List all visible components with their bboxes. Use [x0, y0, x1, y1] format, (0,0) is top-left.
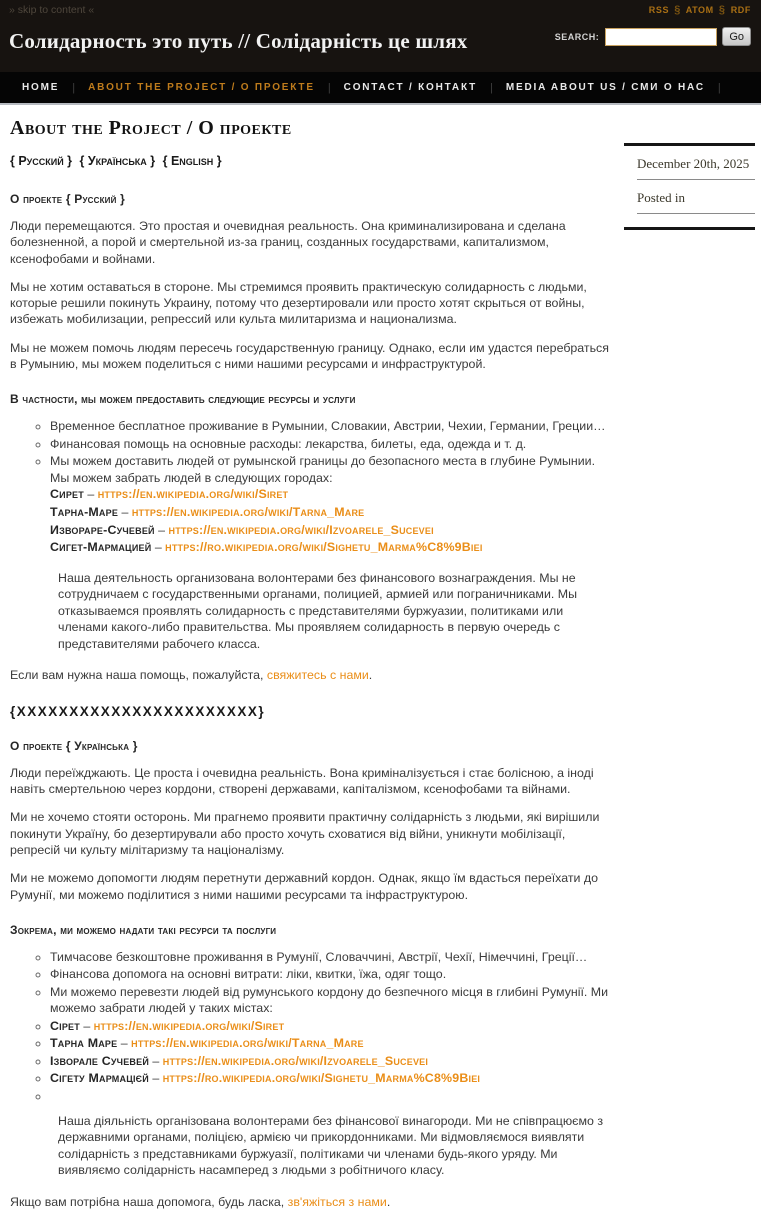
city-link-row — [50, 1053, 616, 1070]
article — [10, 115, 616, 1210]
sidebar — [624, 143, 755, 1210]
city-link-row — [50, 504, 616, 522]
uk-volunteers-paragraph: Наша діяльність організована волонтерами без фінансової винагороди. Ми не співпрацюємо з державними органами, поліцією, армією чи прикордонниками. Ми відмовляємося виявляти солідарність з представниками буржуазії, політиками чи членами будь-якого уряду. Ми виявляємо солідарність насамперед з людьми з робітничого класу. — [58, 1113, 603, 1178]
nav-divider: | — [717, 81, 721, 94]
empty-list-item — [50, 1088, 616, 1100]
dash: – — [79, 1018, 94, 1033]
uk-services-heading-text: Зокрема, ми можемо надати такі ресурси та послуги — [10, 922, 277, 937]
site-header — [0, 0, 761, 72]
list-item: ◦ Ми можемо перевезти людей від румунського кордону до безпечного місця в глибині Румунії. Ми можемо забрати людей у таких містах: — [50, 984, 616, 1017]
header-main-row — [9, 23, 751, 54]
dash: – — [148, 1053, 163, 1068]
nav-divider: | — [72, 81, 76, 94]
feed-links — [649, 4, 751, 16]
wiki-link-izvoarele-sucevei[interactable]: https://en.wikipedia.org/wiki/Izvoarele_Sucevei — [168, 522, 434, 537]
skip-to-content-link[interactable]: » skip to content « — [9, 4, 95, 16]
dash: – — [83, 487, 98, 502]
uk-paragraph: Ми не хочемо стояти осторонь. Ми прагнемо проявити практичну солідарність з людьми, які вирішили покинути Україну, бо дезертирували або просто хочуть сховатися від війни, уникнути мобілізації, репресій чи культу мілітаризму та націоналізму. — [10, 810, 600, 857]
city-name: Сігету Мармацієй — [50, 1071, 149, 1086]
search-box — [555, 27, 751, 46]
page-title: About the Project / О проекте — [10, 117, 292, 139]
uk-section-heading — [10, 739, 616, 753]
post-date: December 20th, 2025 — [637, 146, 755, 180]
list-item: ◦ Временное бесплатное проживание в Румынии, Словакии, Австрии, Чехии, Германии, Греции… — [50, 418, 616, 435]
section-sign-icon: § — [674, 4, 681, 16]
uk-paragraph: Люди переїжджають. Це проста і очевидна реальність. Вона криміналізується і стає болісною, а іноді навіть смертельною через кордони, створені державами, капіталізмом, ксенофобами та війнами. — [10, 765, 594, 797]
contact-prefix: Якщо вам потрібна наша допомога, будь ласка, — [10, 1194, 288, 1209]
wiki-link-tarna-mare[interactable]: https://en.wikipedia.org/wiki/Tarna_Mare — [131, 1036, 364, 1051]
list-item: ◦ Фінансова допомога на основні витрати: ліки, квитки, їжа, одяг тощо. — [50, 966, 616, 983]
uk-paragraph: Ми не можемо допомогти людям перетнути державний кордон. Однак, якщо їм вдасться переїхати до Румунії, ми можемо поділитися з ними нашими ресурсами та інфраструктурою. — [10, 871, 598, 902]
lang-link-ukrainian[interactable]: { Українська } — [79, 154, 156, 168]
contact-suffix: . — [386, 1194, 391, 1209]
ru-contact-link[interactable]: свяжитесь с нами — [266, 668, 369, 683]
ru-section-heading-text: О проекте { Русский } — [10, 192, 125, 206]
ru-paragraph: Люди перемещаются. Это простая и очевидная реальность. Она криминализирована и сделана болезненной, а порой и смертельной из-за границ, созданных государствами, капитализмом, ксенофобами и войнами. — [10, 219, 566, 266]
rdf-link[interactable]: RDF — [730, 5, 751, 15]
dash: – — [154, 522, 169, 537]
city-name: Сирет — [50, 487, 84, 502]
wiki-link-sighetu-marmatiei[interactable]: https://ro.wikipedia.org/wiki/Sighetu_Marma%C8%9Biei — [162, 1071, 481, 1086]
language-links — [10, 154, 616, 168]
dash: – — [151, 540, 166, 555]
search-go-button[interactable]: Go — [722, 27, 751, 46]
list-item: ◦ Финансовая помощь на основные расходы: лекарства, билеты, еда, одежда и т. д. — [50, 436, 616, 453]
city-name: Ізворале Сучевей — [50, 1053, 149, 1068]
nav-item-home[interactable]: HOME — [22, 82, 60, 93]
ru-services-list — [10, 418, 616, 556]
section-separator: {ХХХХХХХХХХХХХХХХХХХХХХХ} — [10, 703, 266, 719]
uk-services-list — [10, 949, 616, 1100]
city-link-row — [50, 522, 616, 540]
post-meta-box — [624, 143, 755, 230]
nav-divider: | — [490, 81, 493, 94]
wiki-link-sighetu-marmatiei[interactable]: https://ro.wikipedia.org/wiki/Sighetu_Marma%C8%9Biei — [165, 540, 483, 555]
uk-section-heading-text: О проекте { Українська } — [10, 738, 138, 753]
section-sign-icon: § — [718, 4, 726, 16]
dash: – — [118, 504, 132, 519]
contact-suffix: . — [368, 668, 373, 683]
site-title — [9, 29, 468, 54]
list-item: ◦ Тимчасове безкоштовне проживання в Румунії, Словаччині, Австрії, Чехії, Німеччині, Греції… — [50, 949, 616, 966]
city-link-row — [50, 1070, 616, 1087]
uk-services-heading — [10, 923, 616, 937]
list-item — [50, 453, 616, 556]
dash: – — [117, 1036, 132, 1051]
lang-link-russian[interactable]: { Русский } — [10, 154, 73, 168]
search-label: SEARCH: — [554, 31, 600, 42]
city-name: Тарна Маре — [50, 1036, 118, 1051]
wiki-link-izvoarele-sucevei[interactable]: https://en.wikipedia.org/wiki/Izvoarele_Sucevei — [162, 1053, 429, 1068]
city-name: Сигет-Мармацией — [50, 540, 152, 555]
lang-link-english[interactable]: { English } — [162, 154, 222, 168]
city-name: Тарна-Маре — [50, 504, 119, 519]
main-nav — [0, 72, 761, 105]
city-link-row — [50, 539, 616, 557]
rss-link[interactable]: RSS — [648, 5, 670, 15]
city-link-row — [50, 1035, 616, 1052]
contact-prefix: Если вам нужна наша помощь, пожалуйста, — [10, 668, 267, 683]
city-link-row — [50, 1018, 616, 1035]
search-input[interactable] — [605, 28, 717, 46]
city-name: Извораре-Сучевей — [50, 522, 155, 537]
ru-services-heading — [10, 392, 616, 406]
ru-section-heading — [10, 192, 616, 206]
header-top-row — [9, 4, 751, 16]
city-link-row — [50, 486, 616, 504]
dash: – — [148, 1071, 163, 1086]
wiki-link-siret[interactable]: https://en.wikipedia.org/wiki/Siret — [97, 487, 289, 502]
nav-item-media-about-us[interactable]: MEDIA ABOUT US / СМИ О НАС — [505, 82, 705, 93]
list-item-text: Мы можем доставить людей от румынской границы до безопасного места в глубине Румынии. Мы можем забрать людей в следующих городах: — [50, 454, 596, 485]
atom-link[interactable]: ATOM — [685, 5, 714, 15]
site-title-link[interactable]: Солидарность это путь // Солідарність це шлях — [9, 29, 468, 53]
nav-item-contact[interactable]: CONTACT / КОНТАКТ — [343, 82, 478, 93]
ru-contact-line — [10, 667, 616, 684]
ru-paragraph: Мы не можем помочь людям пересечь государственную границу. Однако, если им удастся перебраться в Румынию, мы можем поделиться с ними нашими ресурсами и инфраструктурой. — [10, 340, 609, 372]
ru-volunteers-paragraph: Наша деятельность организована волонтерами без финансового вознаграждения. Мы не сотрудничаем с государственными органами, полицией, армией или пограничниками. Мы отказываемся проявлять солидарность с представителями буржуазии, политиками или членами какого-либо правительства. Мы проявляем солидарность в первую очередь с представителями рабочего класса. — [58, 570, 577, 651]
main-area — [0, 105, 761, 1210]
ru-services-heading-text: В частности, мы можем предоставить следующие ресурсы и услуги — [10, 392, 356, 407]
ru-paragraph: Мы не хотим оставаться в стороне. Мы стремимся проявить практическую солидарность с людьми, которые решили покинуть Украину, потому что дезертировали или просто хотят скрыться от войны, избежать мобилизации, репрессий или культа милитаризма и национализма. — [10, 279, 587, 327]
nav-divider: | — [327, 81, 331, 94]
wiki-link-tarna-mare[interactable]: https://en.wikipedia.org/wiki/Tarna_Mare — [131, 504, 365, 519]
posted-in-label: Posted in — [637, 180, 755, 214]
city-name: Сірет — [50, 1018, 80, 1033]
uk-contact-link[interactable]: зв'яжіться з нами — [287, 1194, 387, 1209]
nav-item-about-project[interactable]: ABOUT THE PROJECT / О ПРОЕКТЕ — [88, 82, 315, 93]
uk-contact-line — [10, 1194, 616, 1210]
wiki-link-siret[interactable]: https://en.wikipedia.org/wiki/Siret — [93, 1018, 285, 1033]
